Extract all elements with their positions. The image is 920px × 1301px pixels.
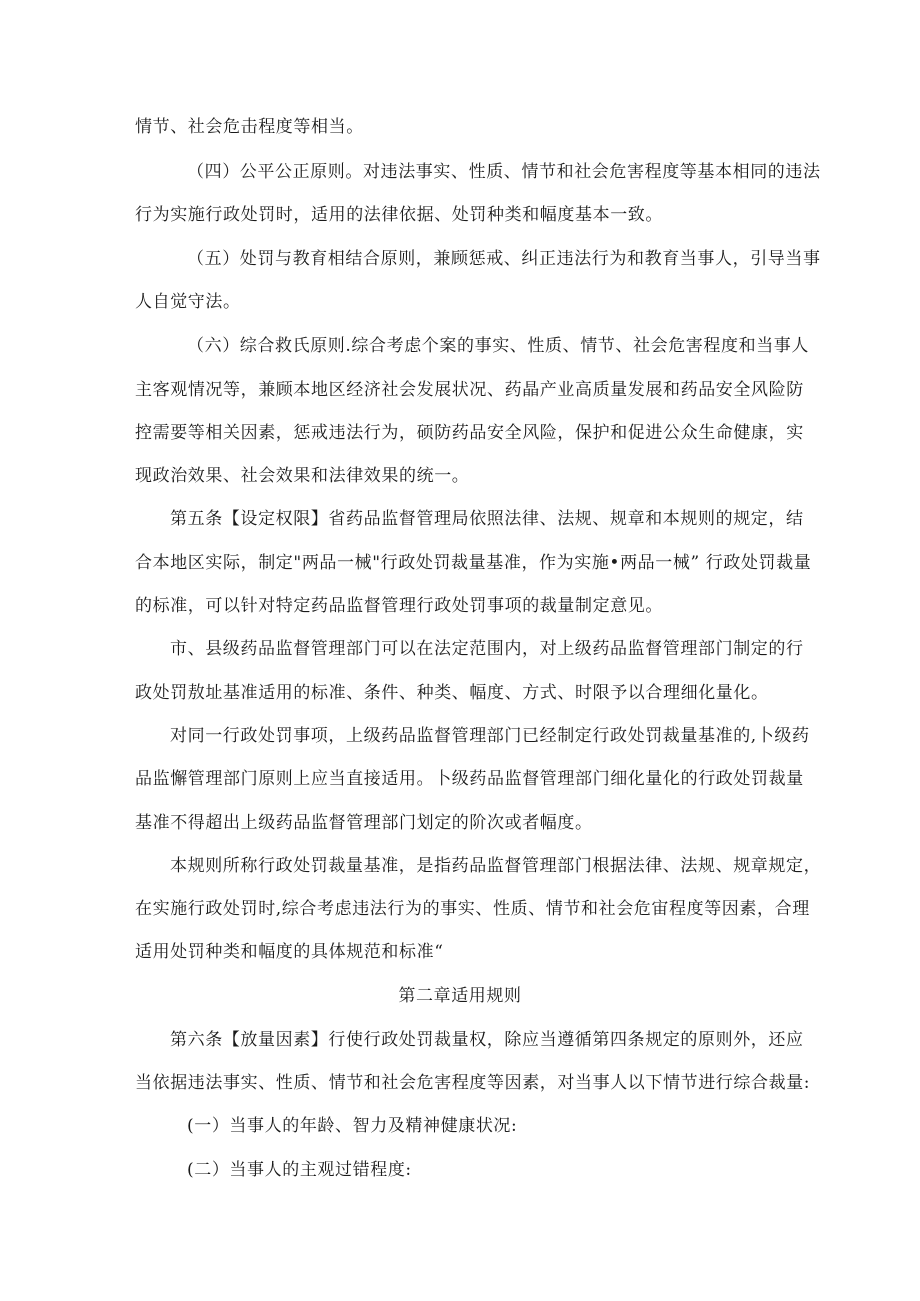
chapter-heading: 第二章适用规则 <box>398 986 522 1006</box>
text-line: （五）处罚与教育相结合原则，兼顾惩戒、纠正违法行为和教育当事人，引导当事 <box>187 249 821 269</box>
text-line: （六）综合救氏原则.综合考虑个案的事实、性质、情节、社会危害程度和当事人 <box>187 336 810 356</box>
text-line: 本规则所称行政处罚裁量基准，是指药品监督管理部门根据法律、法规、规章规定， <box>170 856 822 876</box>
text-line: 合本地区实际，制定"两品一械"行政处罚裁量基准，作为实施•两品一械” 行政处罚裁量 <box>135 553 812 573</box>
text-line: 在实施行政处罚时,综合考虑违法行为的事实、性质、情节和社会危宙程度等因素，合理 <box>135 899 810 919</box>
text-line: 第六条【放量因素】行使行政处罚裁量权，除应当遵循第四条规定的原则外，还应 <box>170 1030 804 1050</box>
text-line: 适用处罚种类和幅度的具体规范和标准“ <box>135 942 444 962</box>
text-line: 控需要等相关因素，惩戒违法行为，硕防药品安全风险，保护和促进公众生命健康，实 <box>135 423 804 443</box>
text-line: 市、县级药品监督管理部门可以在法定范围内，对上级药品监督管理部门制定的行 <box>170 639 804 659</box>
text-line: 基准不得超出上级药品监督管理部门划定的阶次或者幅度。 <box>135 813 593 833</box>
text-line: 现政治效果、社会效果和法律效果的统一。 <box>135 466 470 486</box>
text-line: (一）当事人的年龄、智力及精神健康状况: <box>187 1116 518 1136</box>
text-line: (二）当事人的主观过错程度: <box>187 1160 412 1180</box>
text-line: 政处罚敖址基准适用的标准、条件、种类、幅度、方式、时限予以合理细化量化。 <box>135 683 769 703</box>
text-line: 人自觉守法。 <box>135 292 241 312</box>
text-line: 当依据违法事实、性质、情节和社会危害程度等因素，对当事人以下情节进行综合裁量: <box>135 1073 811 1093</box>
text-line: 的标准，可以针对特定药品监督管理行政处罚事项的裁量制定意见。 <box>135 596 663 616</box>
text-line: 主客观情况等，兼顾本地区经济社会发展状况、药晶产业高质量发展和药品安全风险防 <box>135 380 804 400</box>
text-line: 第五条【设定权限】省药品监督管理局依照法律、法规、规章和本规则的规定，结 <box>170 509 804 529</box>
text-line: 品监懈管理部门原则上应当直接适用。卜级药品监督管理部门细化量化的行政处罚裁量 <box>135 769 804 789</box>
text-line: 行为实施行政处罚时，适用的法律依据、处罚种类和幅度基本一致。 <box>135 205 663 225</box>
text-line: 对同一行政处罚事项，上级药品监督管理部门已经制定行政处罚裁量基准的,卜级药 <box>170 726 810 746</box>
text-line: 情节、社会危击程度等相当。 <box>135 117 364 137</box>
text-line: （四）公平公正原则。对违法事实、性质、情节和社会危害程度等基本相同的违法 <box>187 162 821 182</box>
